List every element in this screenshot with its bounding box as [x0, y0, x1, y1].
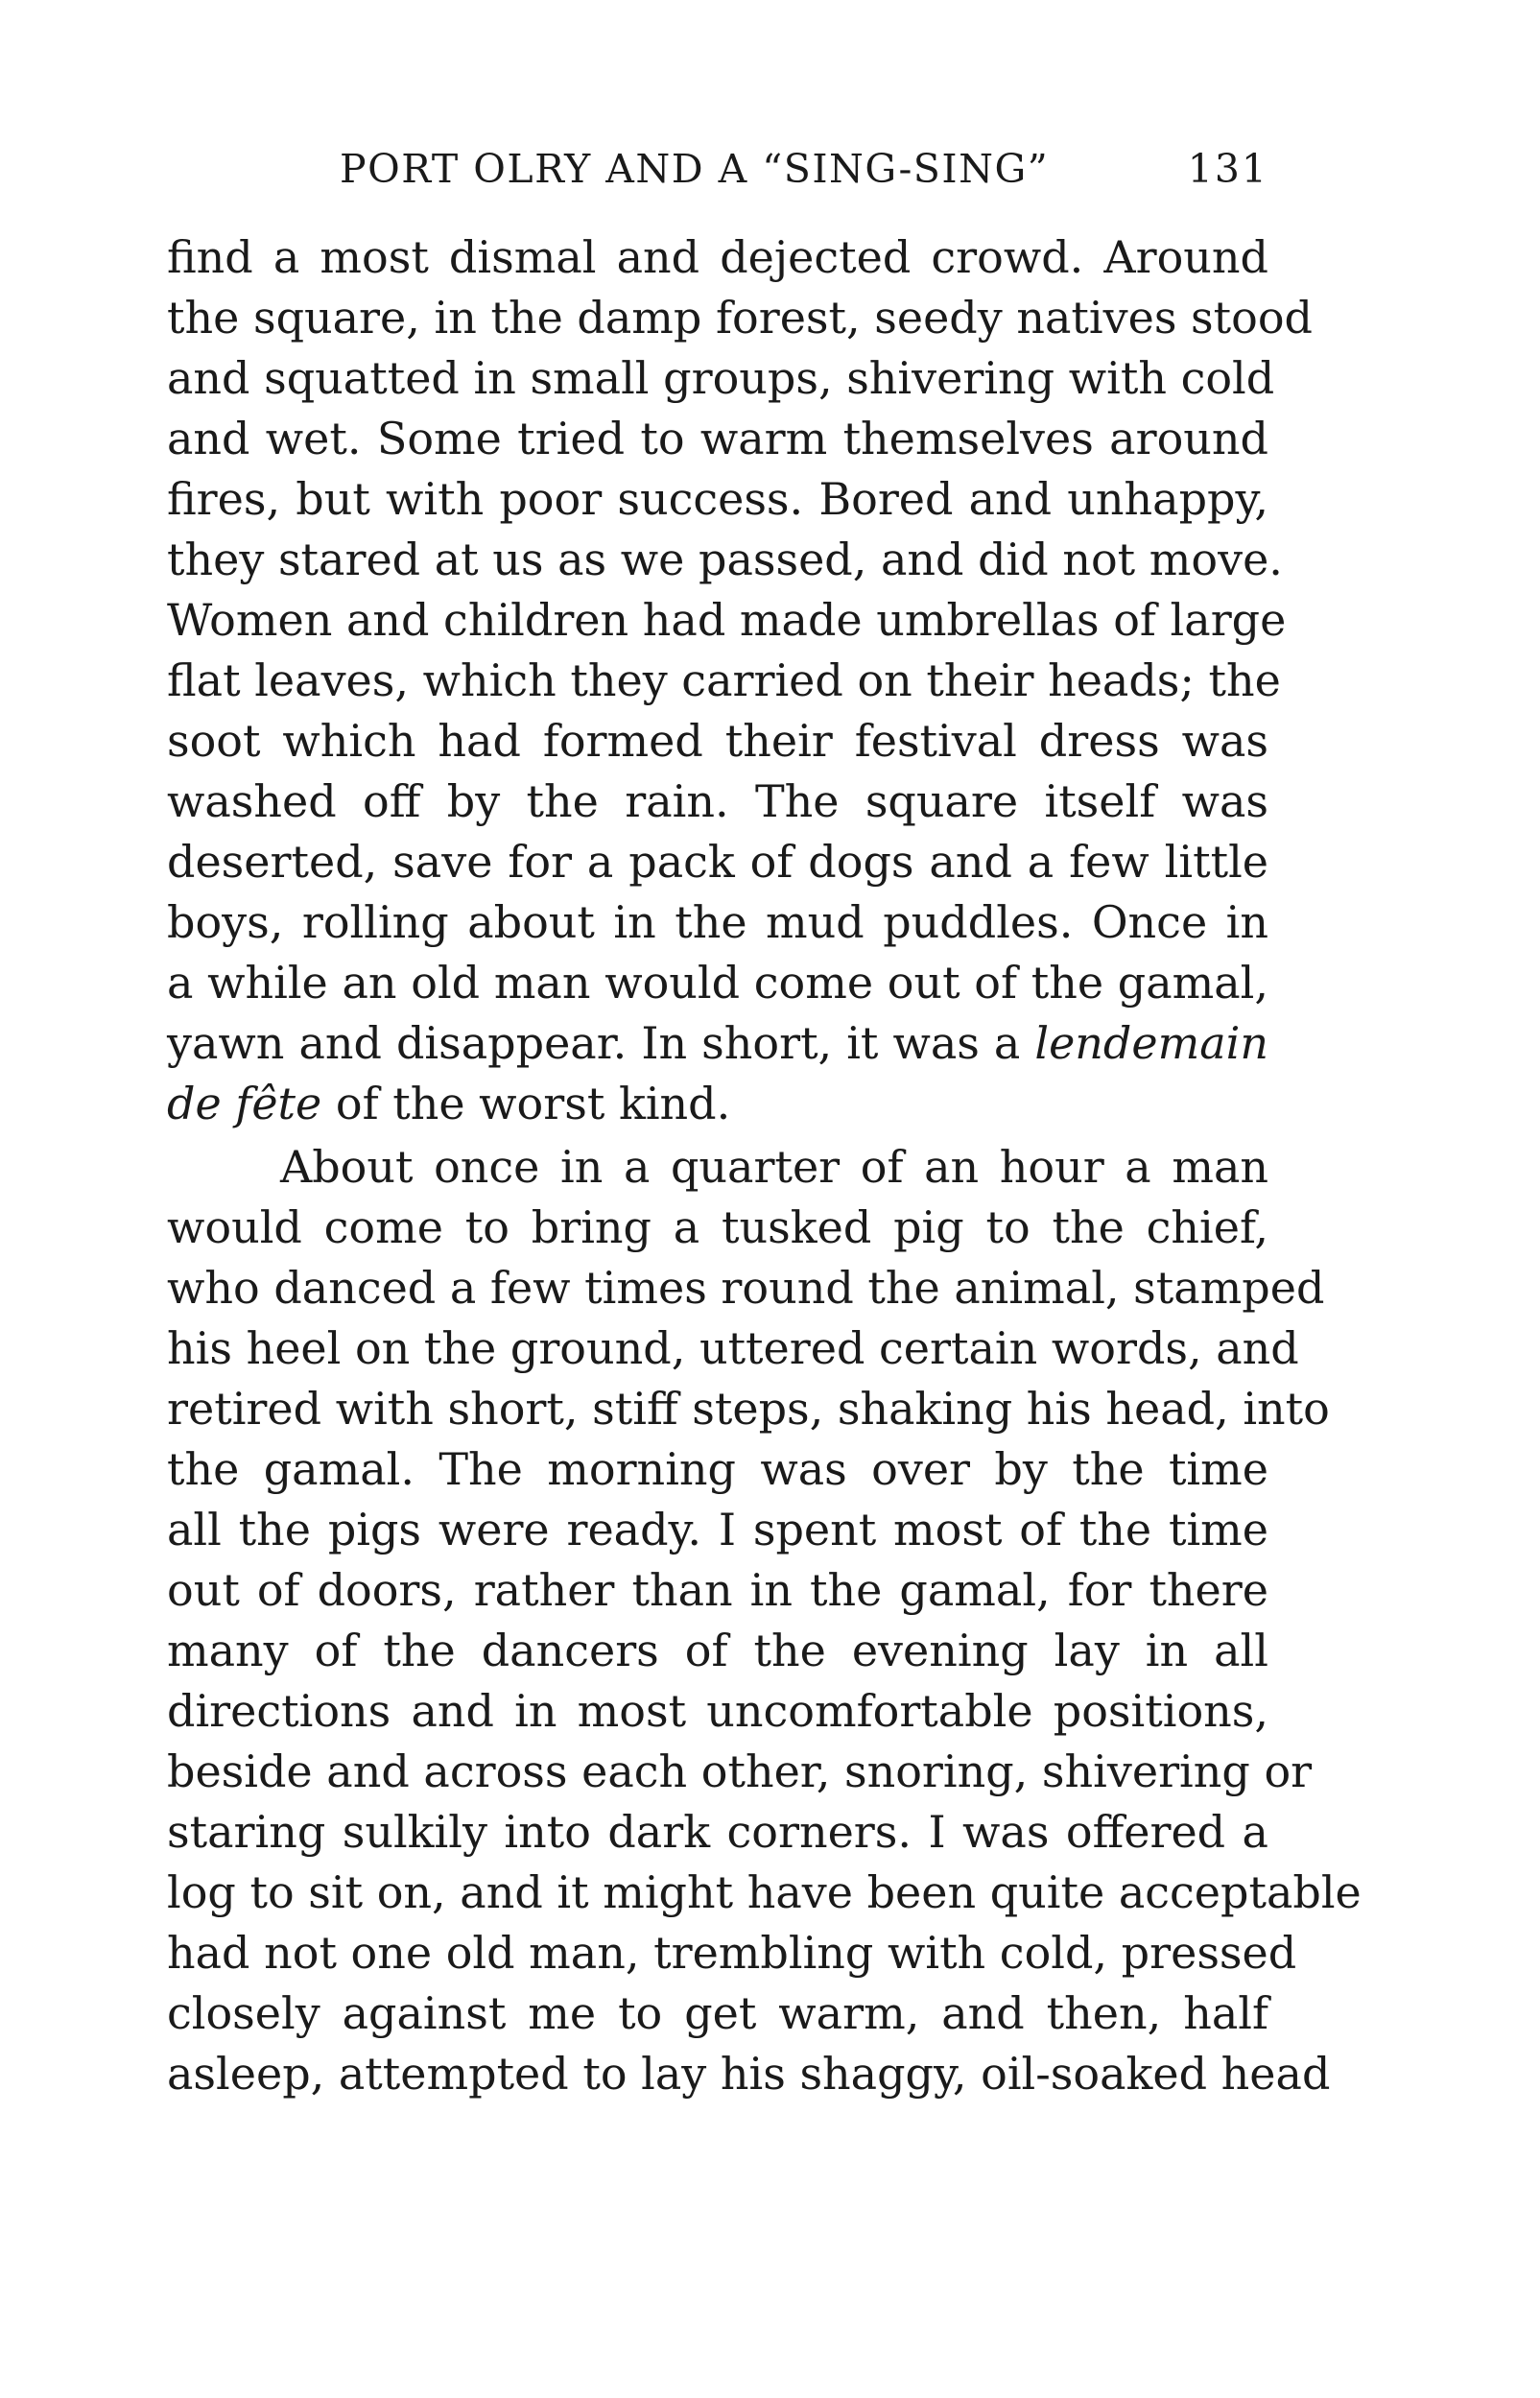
text-line: log to sit on, and it might have been quite acceptable [167, 1866, 1362, 1918]
body-text [167, 227, 1362, 2104]
text-line [167, 1013, 1268, 1074]
text-line: soot which had formed their festival dress was [167, 715, 1268, 767]
text-line: a while an old man would come out of the gamal, [167, 957, 1268, 1009]
text-line: retired with short, stiff steps, shaking his head, into [167, 1383, 1330, 1435]
page-header [167, 140, 1268, 198]
text-line: beside and across each other, snoring, shivering or [167, 1745, 1313, 1797]
text-line: out of doors, rather than in the gamal, for there [167, 1564, 1268, 1616]
italic-phrase: de fête [167, 1078, 322, 1129]
line-text: of the worst kind. [335, 1078, 731, 1129]
paragraph-1 [167, 227, 1313, 1134]
text-line: and wet. Some tried to warm themselves around [167, 413, 1268, 464]
paragraph-2 [167, 1137, 1362, 2104]
text-line: closely against me to get warm, and then, half [167, 1987, 1268, 2039]
text-line: flat leaves, which they carried on their heads; the [167, 654, 1281, 706]
text-line: fires, but with poor success. Bored and unhappy, [167, 473, 1268, 525]
page-number: 131 [1187, 146, 1268, 192]
text-line: directions and in most uncomfortable positions, [167, 1685, 1268, 1737]
text-line: boys, rolling about in the mud puddles. Once in [167, 896, 1268, 948]
text-line: the square, in the damp forest, seedy natives stood [167, 292, 1313, 344]
text-line: the gamal. The morning was over by the time [167, 1443, 1268, 1495]
text-line: washed off by the rain. The square itself was [167, 775, 1268, 827]
text-line [167, 1074, 1268, 1134]
text-line: they stared at us as we passed, and did not move. [167, 534, 1283, 585]
italic-phrase: lendemain [1034, 1017, 1268, 1069]
text-line: all the pigs were ready. I spent most of the time [167, 1504, 1268, 1555]
text-line: who danced a few times round the animal, stamped [167, 1262, 1325, 1314]
running-head: PORT OLRY AND A “SING-SING” [340, 146, 1050, 192]
text-line: find a most dismal and dejected crowd. Around [167, 231, 1268, 283]
text-line: Women and children had made umbrellas of large [167, 594, 1287, 646]
text-line: many of the dancers of the evening lay in all [167, 1625, 1268, 1676]
text-line: and squatted in small groups, shivering with cold [167, 352, 1275, 404]
text-line: asleep, attempted to lay his shaggy, oil-soaked head [167, 2048, 1331, 2100]
text-line: staring sulkily into dark corners. I was offered a [167, 1806, 1268, 1858]
text-line: deserted, save for a pack of dogs and a few little [167, 836, 1268, 888]
text-line: About once in a quarter of an hour a man [280, 1141, 1268, 1193]
text-line: had not one old man, trembling with cold, pressed [167, 1927, 1297, 1979]
text-line: would come to bring a tusked pig to the chief, [167, 1201, 1268, 1253]
line-text: yawn and disappear. In short, it was a [167, 1017, 1021, 1069]
text-line: his heel on the ground, uttered certain words, and [167, 1322, 1299, 1374]
